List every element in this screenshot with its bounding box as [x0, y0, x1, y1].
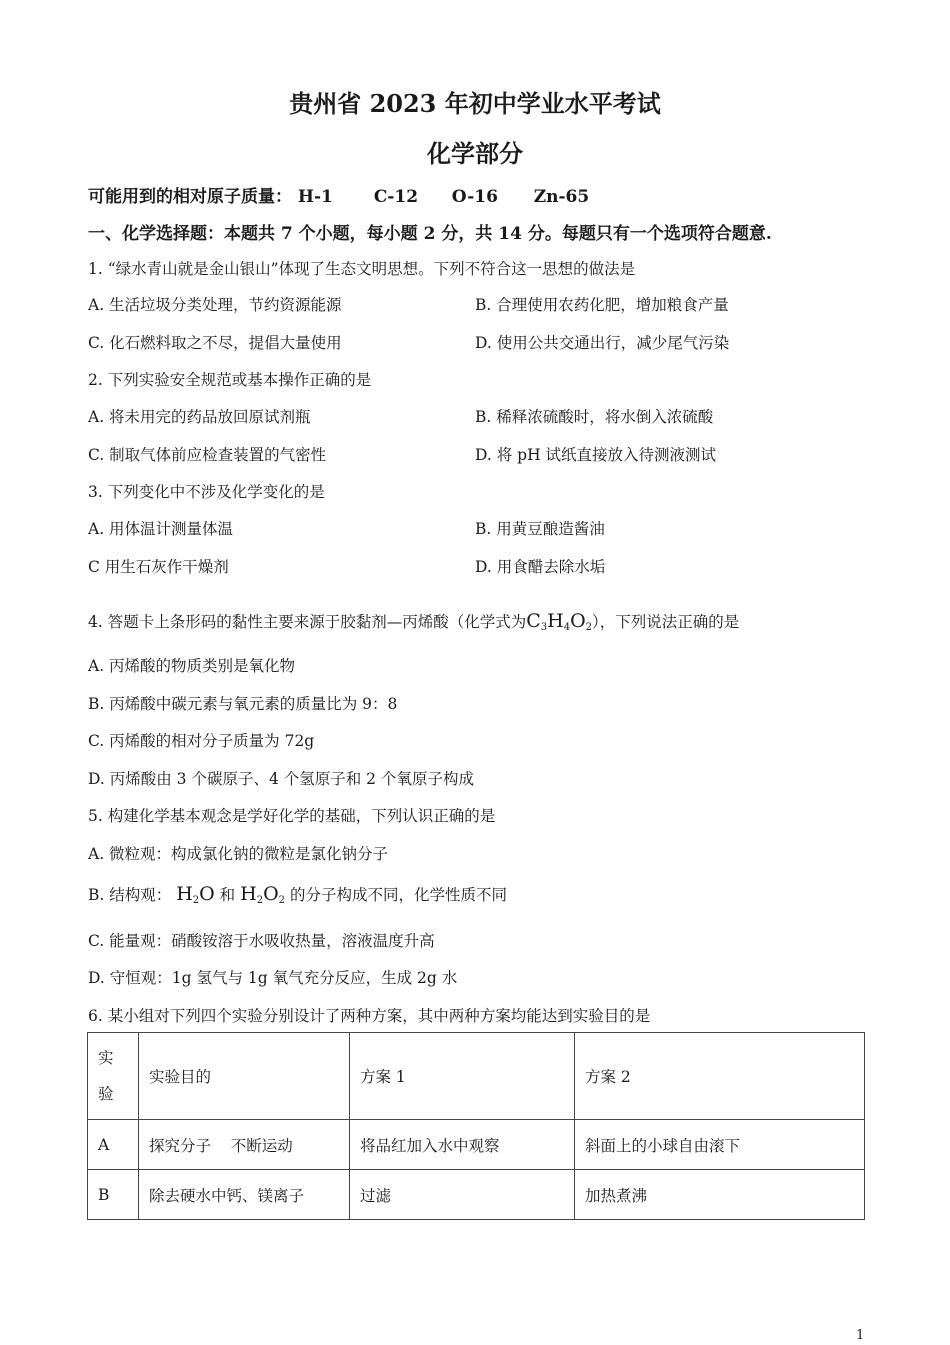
- q1-option-b: B. 合理使用农药化肥，增加粮食产量: [475, 296, 729, 314]
- table-cell: 加热煮沸: [575, 1170, 865, 1220]
- experiment-table: [87, 1032, 865, 1220]
- atomic-mass-h: H-1: [297, 187, 333, 207]
- table-cell: 将品红加入水中观察: [350, 1120, 575, 1170]
- atomic-mass-label: 可能用到的相对原子质量：: [88, 187, 292, 207]
- q3-option-c: C 用生石灰作干燥剂: [88, 558, 229, 576]
- header-cell-plan2: 方案 2: [575, 1033, 865, 1120]
- table-cell: 斜面上的小球自由滚下: [575, 1120, 865, 1170]
- q4-stem-post: ），下列说法正确的是: [592, 613, 740, 631]
- q4-option-d: D. 丙烯酸由 3 个碳原子、4 个氢原子和 2 个氧原子构成: [88, 770, 474, 788]
- q4-option-b: B. 丙烯酸中碳元素与氧元素的质量比为 9：8: [88, 695, 398, 713]
- q3-stem: 3. 下列变化中不涉及化学变化的是: [88, 483, 325, 501]
- q4-option-c: C. 丙烯酸的相对分子质量为 72g: [88, 732, 315, 750]
- q2-option-a: A. 将未用完的药品放回原试剂瓶: [88, 408, 311, 426]
- q1-option-a: A. 生活垃圾分类处理，节约资源能源: [88, 296, 342, 314]
- q4-option-a: A. 丙烯酸的物质类别是氧化物: [88, 657, 296, 675]
- table-row: [88, 1120, 865, 1170]
- q3-option-a: A. 用体温计测量体温: [88, 520, 234, 538]
- atomic-mass-line: [88, 182, 589, 207]
- q1-stem: 1. “绿水青山就是金山银山”体现了生态文明思想。下列不符合这一思想的做法是: [88, 260, 636, 278]
- q5-stem: 5. 构建化学基本观念是学好化学的基础，下列认识正确的是: [88, 807, 496, 825]
- q2-stem: 2. 下列实验安全规范或基本操作正确的是: [88, 371, 372, 389]
- section-heading: 一、化学选择题：本题共 7 个小题，每小题 2 分，共 14 分。每题只有一个选项符合题意.: [88, 224, 772, 244]
- exam-subtitle: 化学部分: [427, 139, 523, 168]
- q6-stem: 6. 某小组对下列四个实验分别设计了两种方案，其中两种方案均能达到实验目的是: [88, 1007, 651, 1025]
- q4-stem: [88, 610, 739, 633]
- q2-option-b: B. 稀释浓硫酸时，将水倒入浓硫酸: [475, 408, 714, 426]
- q1-option-c: C. 化石燃料取之不尽，提倡大量使用: [88, 334, 342, 352]
- atomic-mass-o: O-16: [451, 187, 498, 207]
- q5-option-d: D. 守恒观：1g 氢气与 1g 氧气充分反应，生成 2g 水: [88, 969, 458, 987]
- q4-formula: $C_3H_4O_2$: [526, 610, 593, 633]
- table-header-row: [88, 1033, 865, 1120]
- atomic-mass-zn: Zn-65: [533, 187, 590, 207]
- q4-stem-pre: 4. 答题卡上条形码的黏性主要来源于胶黏剂—丙烯酸（化学式为: [88, 613, 527, 631]
- header-cell-experiment: 实 验: [88, 1033, 139, 1120]
- q3-option-b: B. 用黄豆酿造酱油: [475, 520, 605, 538]
- table-cell: B: [88, 1170, 139, 1220]
- header-cell-purpose: 实验目的: [139, 1033, 350, 1120]
- table-cell: 过滤: [350, 1170, 575, 1220]
- q5-formula-water: $H_2O$: [176, 883, 215, 906]
- q5-option-c: C. 能量观：硝酸铵溶于水吸收热量，溶液温度升高: [88, 932, 435, 950]
- q2-option-c: C. 制取气体前应检查装置的气密性: [88, 446, 327, 464]
- table-cell: 探究分子 不断运动: [139, 1120, 350, 1170]
- q2-option-d: D. 将 pH 试纸直接放入待测液测试: [475, 446, 717, 464]
- table-cell: 除去硬水中钙、镁离子: [139, 1170, 350, 1220]
- q3-option-d: D. 用食醋去除水垢: [475, 558, 606, 576]
- table-cell: A: [88, 1120, 139, 1170]
- q5-option-a: A. 微粒观：构成氯化钠的微粒是氯化钠分子: [88, 845, 389, 863]
- q1-option-d: D. 使用公共交通出行，减少尾气污染: [475, 334, 730, 352]
- page-number: 1: [856, 1328, 865, 1343]
- header-cell-plan1: 方案 1: [350, 1033, 575, 1120]
- q5-formula-peroxide: $H_2O_2$: [240, 883, 286, 906]
- q5-option-b: B. 结构观： $H_2O$ 和 $H_2O_2$ 的分子构成不同，化学性质不同: [88, 883, 507, 906]
- table-row: [88, 1170, 865, 1220]
- exam-title: 贵州省 2023 年初中学业水平考试: [289, 89, 661, 118]
- atomic-mass-c: C-12: [373, 187, 419, 207]
